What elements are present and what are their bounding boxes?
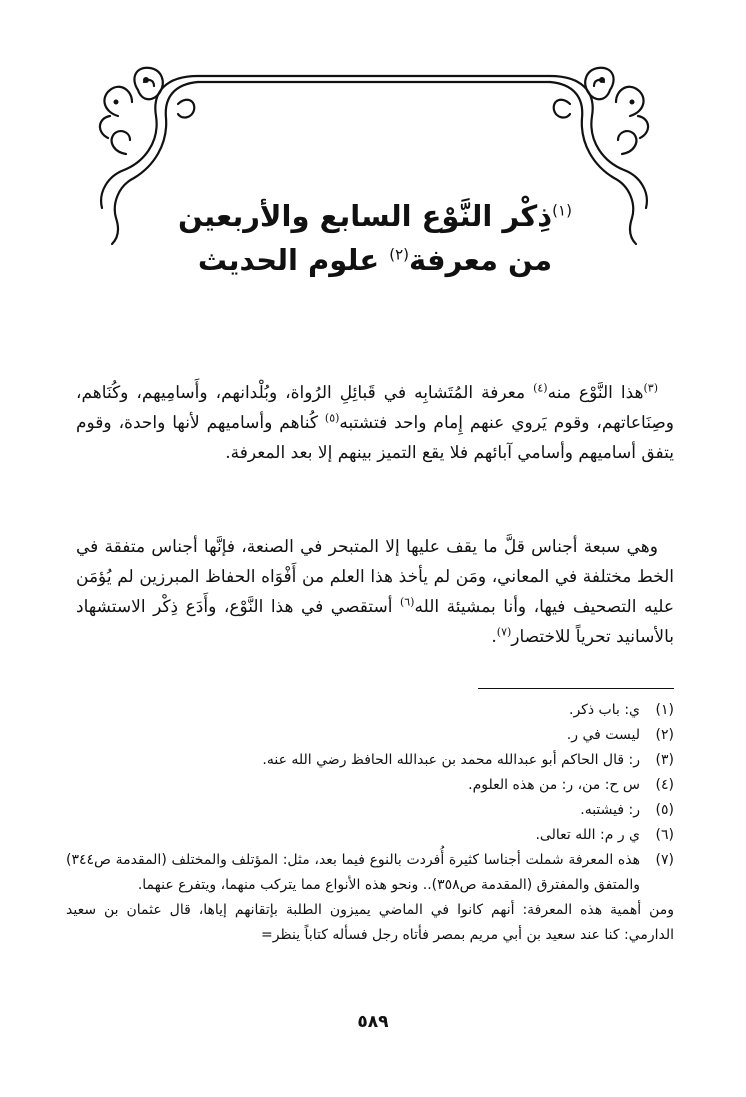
chapter-title-line2 (100, 240, 650, 280)
footnote-number: (٧) (655, 852, 674, 868)
footnote-separator (478, 688, 674, 689)
footnote-item (66, 748, 674, 773)
title-line2-part2: علوم الحديث (197, 243, 380, 277)
footnote-continuation: ومن أهمية هذه المعرفة: أنهم كانوا في الماضي يميزون الطلبة بإتقانهم إياها، قال عثمان بن سعيد الدارمي: كنا عند سعيد بن أبي مريم بمصر فأتاه رجل فسأله كتاباً ينظر= (66, 902, 674, 943)
title-ref-2: (٢) (389, 245, 410, 264)
footnote-number: (٥) (655, 802, 674, 818)
footnote-item (66, 698, 674, 723)
title-ref-1: (١) (552, 201, 572, 220)
para1-text-b: معرفة المُتَشابِه في قَبائِلِ الرُواة، وبُلْدانهم، وأَسامِيهم، وكُنَاهم، وصِنَاعاتهم، وقوم يَروي عنهم إِمام واحد فتشتبه (76, 383, 674, 433)
footnote-number: (٢) (655, 727, 674, 743)
ref-4: (٤) (533, 381, 548, 395)
ref-7: (٧) (496, 625, 512, 639)
footnote-item (66, 848, 674, 898)
footnote-item (66, 773, 674, 798)
footnote-text: س ح: من، ر: من هذه العلوم. (468, 777, 640, 793)
para1-text-c: كُناهم وأساميهم لأنها واحدة، وقوم يتفق أساميهم وأسامي آبائهم فلا يقع التميز بينهم إلا بعد المعرفة. (76, 413, 674, 463)
para2-text-c: . (491, 627, 497, 647)
footnote-number: (١) (655, 702, 674, 718)
body-paragraph-2 (76, 532, 674, 652)
footnote-number: (٤) (655, 777, 674, 793)
para2-text-b: أستقصي في هذا النَّوْع، وأَدَع ذِكْر الاستشهاد بالأسانيد تحرياً للاختصار (76, 597, 674, 647)
footnote-item (66, 723, 674, 748)
footnote-text: هذه المعرفة شملت أجناسا كثيرة أُفردت بالنوع فيما بعد، مثل: المؤتلف والمختلف (المقدمة ص٣٤٤) والمتفق والمفترق (المقدمة ص٣٥٨).. ونحو هذه الأنواع مما يتركب منهما، ويتفرع عنهما. (66, 852, 640, 893)
ref-5: (٥) (324, 411, 340, 425)
footnote-text: ليست في ر. (566, 727, 640, 743)
para2-text-a: وهي سبعة أجناس قلَّ ما يقف عليها إلا المتبحر في الصنعة، فإنَّها أجناس متفقة في الخط مختلفة في المعاني، ومَن لم يأخذ هذا العلم من أَفْوَاه الحفاظ المبرزين لم يُؤمَن عليه التصحيف فيها، وأنا بمشيئة الله (76, 537, 674, 617)
title-line1-text: ذِكْر النَّوْع السابع والأربعين (178, 199, 553, 233)
footnote-number: (٣) (655, 752, 674, 768)
footnote-text: ر: فيشتبه. (580, 802, 640, 818)
footnote-text: ي: باب ذكر. (569, 702, 640, 718)
footnote-text: ي ر م: الله تعالى. (535, 827, 640, 843)
page-number: ٥٨٩ (357, 1012, 389, 1032)
footnote-item (66, 798, 674, 823)
para1-text-a: هذا النَّوْع منه (547, 383, 644, 403)
chapter-title-line1 (100, 196, 650, 236)
footnote-text: ر: قال الحاكم أبو عبدالله محمد بن عبدالله الحافظ رضي الله عنه. (262, 752, 640, 768)
footnote-number: (٦) (655, 827, 674, 843)
footnotes (66, 698, 674, 948)
ref-6: (٦) (399, 595, 415, 609)
body-paragraph-1 (76, 378, 674, 468)
ref-3: (٣) (643, 381, 658, 395)
title-line2-part1: من معرفة (409, 243, 553, 277)
footnote-item (66, 823, 674, 848)
